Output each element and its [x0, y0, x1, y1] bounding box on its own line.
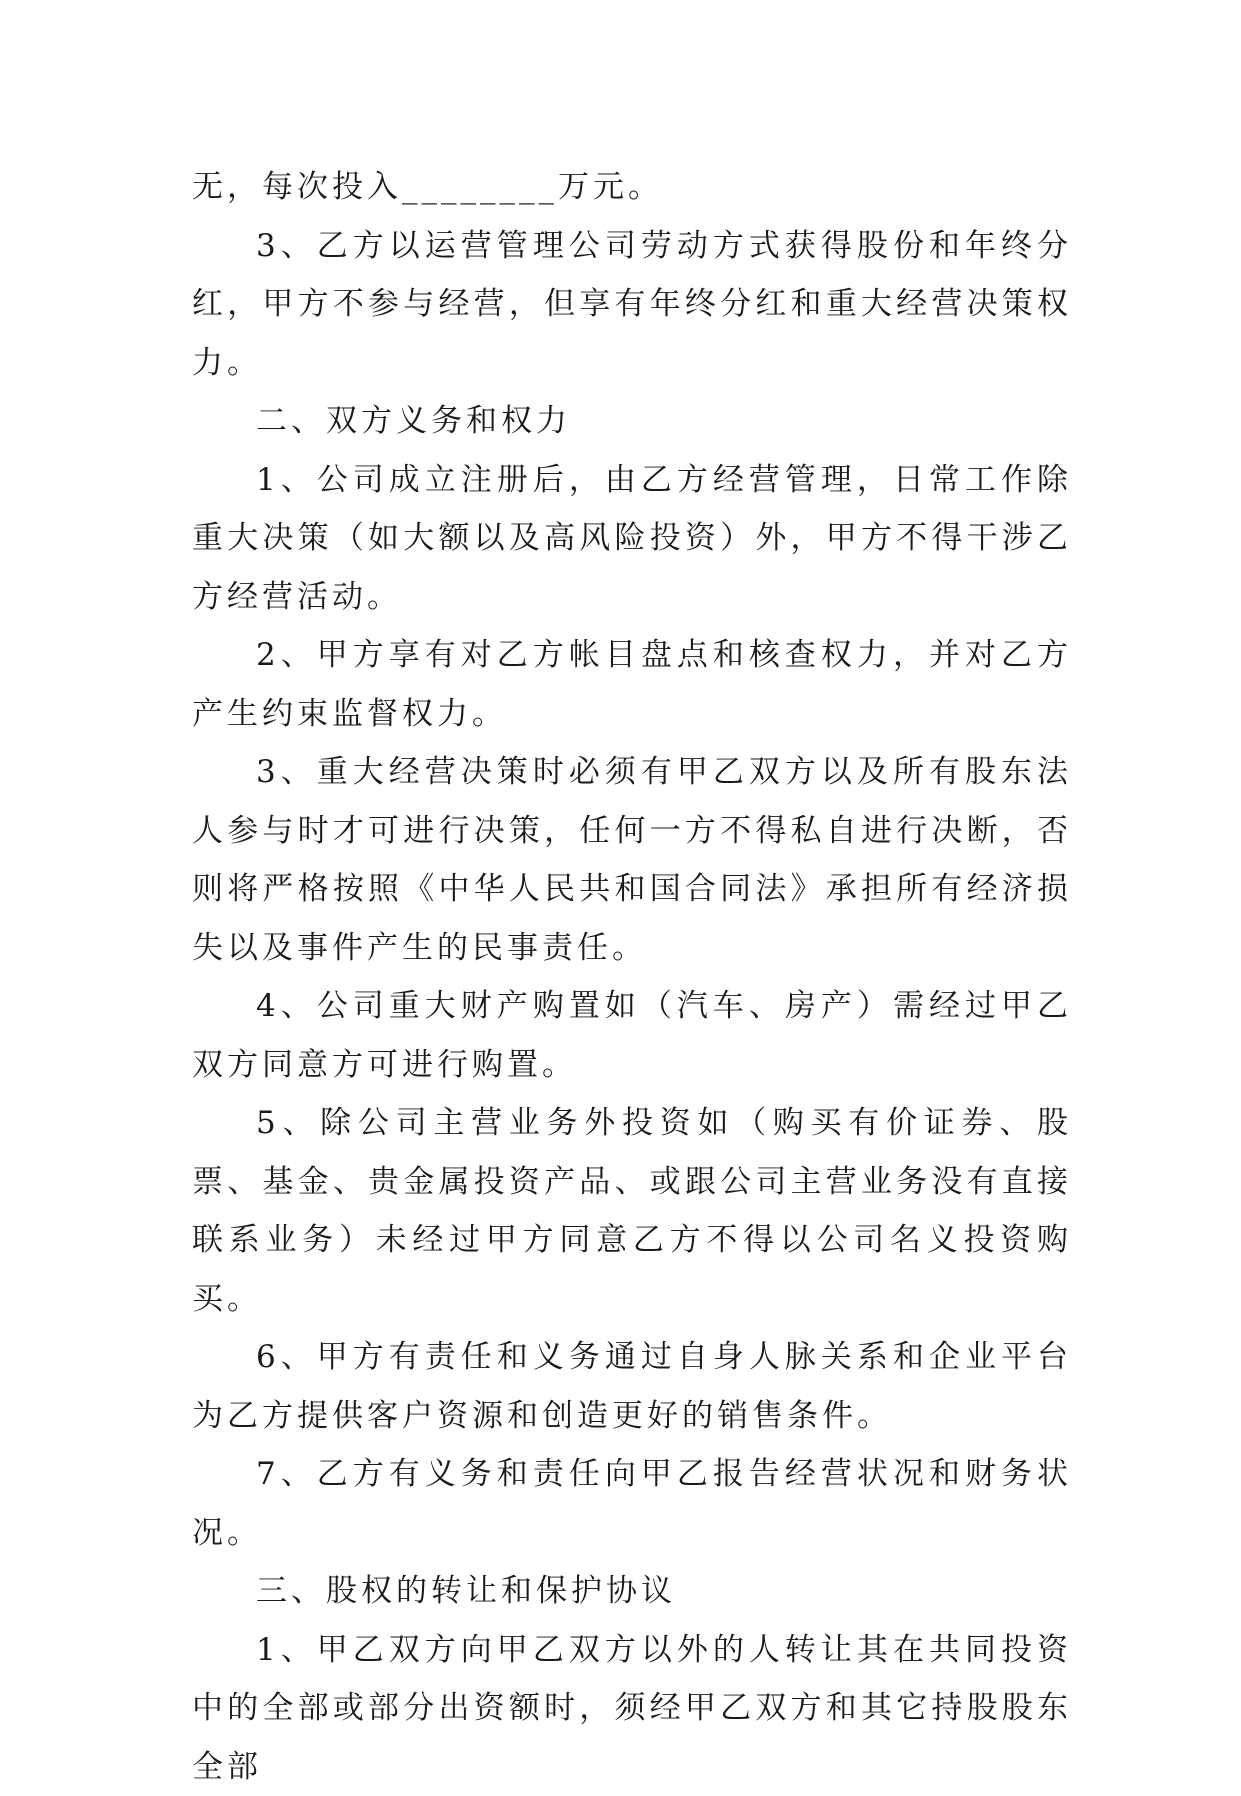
paragraph-clause-2-4: 4、公司重大财产购置如（汽车、房产）需经过甲乙双方同意方可进行购置。	[192, 977, 1072, 1094]
paragraph-clause-2-1: 1、公司成立注册后，由乙方经营管理，日常工作除重大决策（如大额以及高风险投资）外，甲方不得干涉乙方经营活动。	[192, 451, 1072, 627]
paragraph-clause-2-5: 5、除公司主营业务外投资如（购买有价证券、股票、基金、贵金属投资产品、或跟公司主营业务没有直接联系业务）未经过甲方同意乙方不得以公司名义投资购买。	[192, 1094, 1072, 1328]
paragraph-clause-1-3: 3、乙方以运营管理公司劳动方式获得股份和年终分红，甲方不参与经营，但享有年终分红和重大经营决策权力。	[192, 217, 1072, 393]
paragraph-investment-continuation: 无，每次投入________万元。	[192, 158, 1072, 217]
paragraph-clause-2-3: 3、重大经营决策时必须有甲乙双方以及所有股东法人参与时才可进行决策，任何一方不得私自进行决断，否则将严格按照《中华人民共和国合同法》承担所有经济损失以及事件产生的民事责任。	[192, 743, 1072, 977]
paragraph-clause-2-7: 7、乙方有义务和责任向甲乙报告经营状况和财务状况。	[192, 1445, 1072, 1562]
paragraph-clause-2-6: 6、甲方有责任和义务通过自身人脉关系和企业平台为乙方提供客户资源和创造更好的销售条件。	[192, 1328, 1072, 1445]
paragraph-clause-2-2: 2、甲方享有对乙方帐目盘点和核查权力，并对乙方产生约束监督权力。	[192, 626, 1072, 743]
section-heading-2: 二、双方义务和权力	[192, 392, 1072, 451]
document-body	[192, 158, 1072, 1796]
paragraph-clause-3-1: 1、甲乙双方向甲乙双方以外的人转让其在共同投资中的全部或部分出资额时，须经甲乙双方和其它持股股东全部	[192, 1621, 1072, 1796]
section-heading-3: 三、股权的转让和保护协议	[192, 1562, 1072, 1621]
